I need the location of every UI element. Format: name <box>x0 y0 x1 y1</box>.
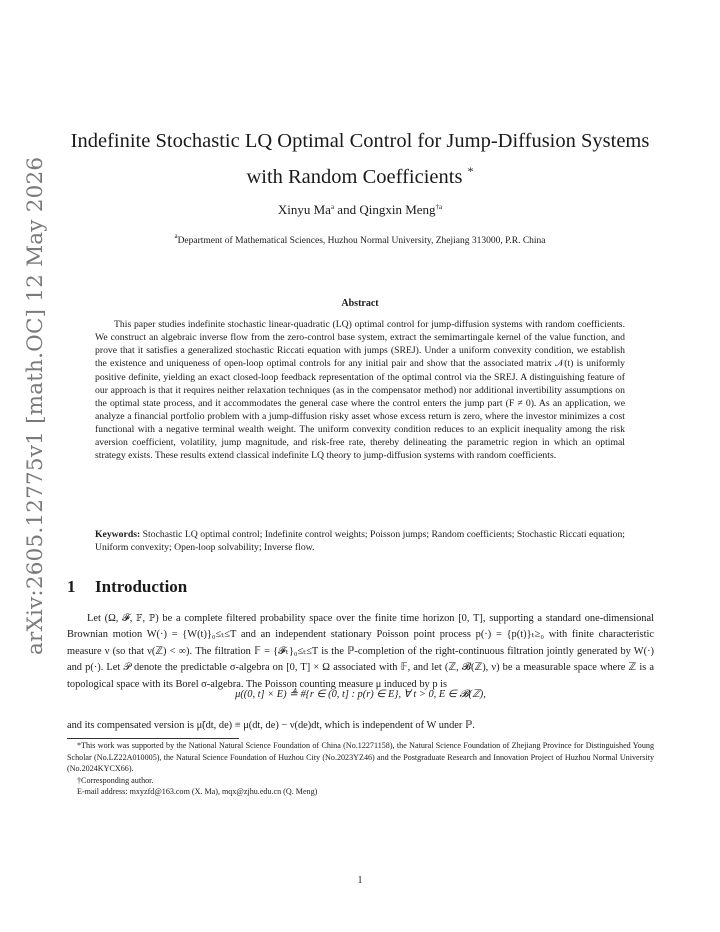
intro-paragraph: Let (Ω, 𝓕, 𝔽, ℙ) be a complete filtered probability space over the finite time horizon [0, T], supporting a standard one-dimensional Brownian motion W(·) = {W(t)}₀≤ₜ≤T and an independent stationary Poisson point process p(·) = {p(t)}ₜ≥₀ with finite characteristic measure ν (so that ν(ℤ) < ∞). The filtration 𝔽 = {𝓕ₜ}₀≤ₜ≤T is the ℙ-completion of the right-continuous filtration jointly generated by W(·) and p(·). Let 𝒫 denote the predictable σ-algebra on [0, T] × Ω associated with 𝔽, and let (ℤ, 𝓑(ℤ), ν) be a measurable space where ℤ is a topological space with its Borel σ-algebra. The Poisson counting measure μ induced by p is <box>67 613 654 690</box>
section-title: Introduction <box>95 577 188 596</box>
footnotes <box>67 740 654 798</box>
keywords-label: Keywords: <box>95 529 141 540</box>
email-footnote: E-mail address: mxyzfd@163.com (X. Ma), mqx@zjhu.edu.cn (Q. Meng) <box>77 787 318 796</box>
affiliation-mark: a <box>174 232 178 240</box>
corresponding-footnote: †Corresponding author. <box>77 775 154 785</box>
section-number: 1 <box>67 577 76 596</box>
keywords <box>95 528 625 554</box>
author-list <box>60 202 660 218</box>
keywords-text: Stochastic LQ optimal control; Indefinite control weights; Poisson jumps; Random coefficients; Stochastic Riccati equation; Uniform convexity; Open-loop solvability; Inverse flow. <box>95 529 625 553</box>
paper-title <box>60 126 660 192</box>
author-conjunction: and <box>334 202 360 217</box>
footnote-rule <box>67 738 239 739</box>
affiliation-mark: †a <box>435 203 443 211</box>
page-number: 1 <box>357 875 363 886</box>
funding-footnote: *This work was supported by the National Natural Science Foundation of China (No.12271158), the Natural Science Foundation of Zhejiang Province for Distinguished Young Scholar (No.LZ22A010005), the Natural Science Foundation of Huzhou City (No.2023YZ46) and the Postgraduate Research and Innovation Project of Huzhou Normal University (No.2024KYCX66). <box>67 741 654 773</box>
title-line-2-text: with Random Coefficients <box>246 166 463 188</box>
post-equation-text: and its compensated version is μ̃(dt, de) ≡ μ(dt, de) − ν(de)dt, which is independent of W under ℙ. <box>67 720 475 731</box>
title-footnote-mark: * <box>467 164 474 178</box>
author-name: Qingxin Meng <box>359 202 436 217</box>
arxiv-identifier: arXiv:2605.12775v1 [math.OC] 12 May 2026 <box>23 156 48 655</box>
affiliation-text: Department of Mathematical Sciences, Huzhou Normal University, Zhejiang 313000, P.R. China <box>177 236 546 246</box>
affiliation-mark: a <box>330 203 335 211</box>
author-name: Xinyu Ma <box>277 202 331 217</box>
abstract-text: This paper studies indefinite stochastic linear-quadratic (LQ) optimal control for jump-diffusion systems with random coefficients. We construct an algebraic inverse flow from the zero-control base system, extract the semimartingale kernel of the value function, and prove that it satisfies a generalized stochastic Riccati equation with jumps (SREJ). Under a uniform convexity condition, we establish the existence and uniqueness of open-loop optimal controls for any initial pair and show that the associated matrix 𝒩(t) is uniformly positive definite, yielding an exact closed-loop feedback representation of the optimal control via the SREJ. A distinguishing feature of our approach is that it requires neither relaxation techniques (as in the compensator method) nor additional invertibility assumptions on the optimal state process, and it accommodates the general case where the control enters the jump part (F ≠ 0). As an application, we analyze a financial portfolio problem with a jump-diffusion risky asset whose excess return is zero, where the investor minimizes a cost functional with a negative terminal wealth weight. The uniform convexity condition reduces to an explicit inequality among the risk aversion coefficient, volatility, jump magnitude, and risk-free rate, thereby delineating the parametric region in which an optimal strategy exists. These results extend classical indefinite LQ theory to jump-diffusion systems with random coefficients. <box>95 319 625 462</box>
display-equation: μ((0, t] × E) ≜ #{r ∈ (0, t] : p(r) ∈ E}, ∀ t > 0, E ∈ 𝓑(ℤ), <box>235 689 486 700</box>
section-heading <box>67 577 627 597</box>
title-line-2 <box>60 156 660 192</box>
title-line-1: Indefinite Stochastic LQ Optimal Control for Jump-Diffusion Systems <box>70 130 650 152</box>
affiliation <box>60 232 660 246</box>
abstract-heading: Abstract <box>341 298 379 309</box>
